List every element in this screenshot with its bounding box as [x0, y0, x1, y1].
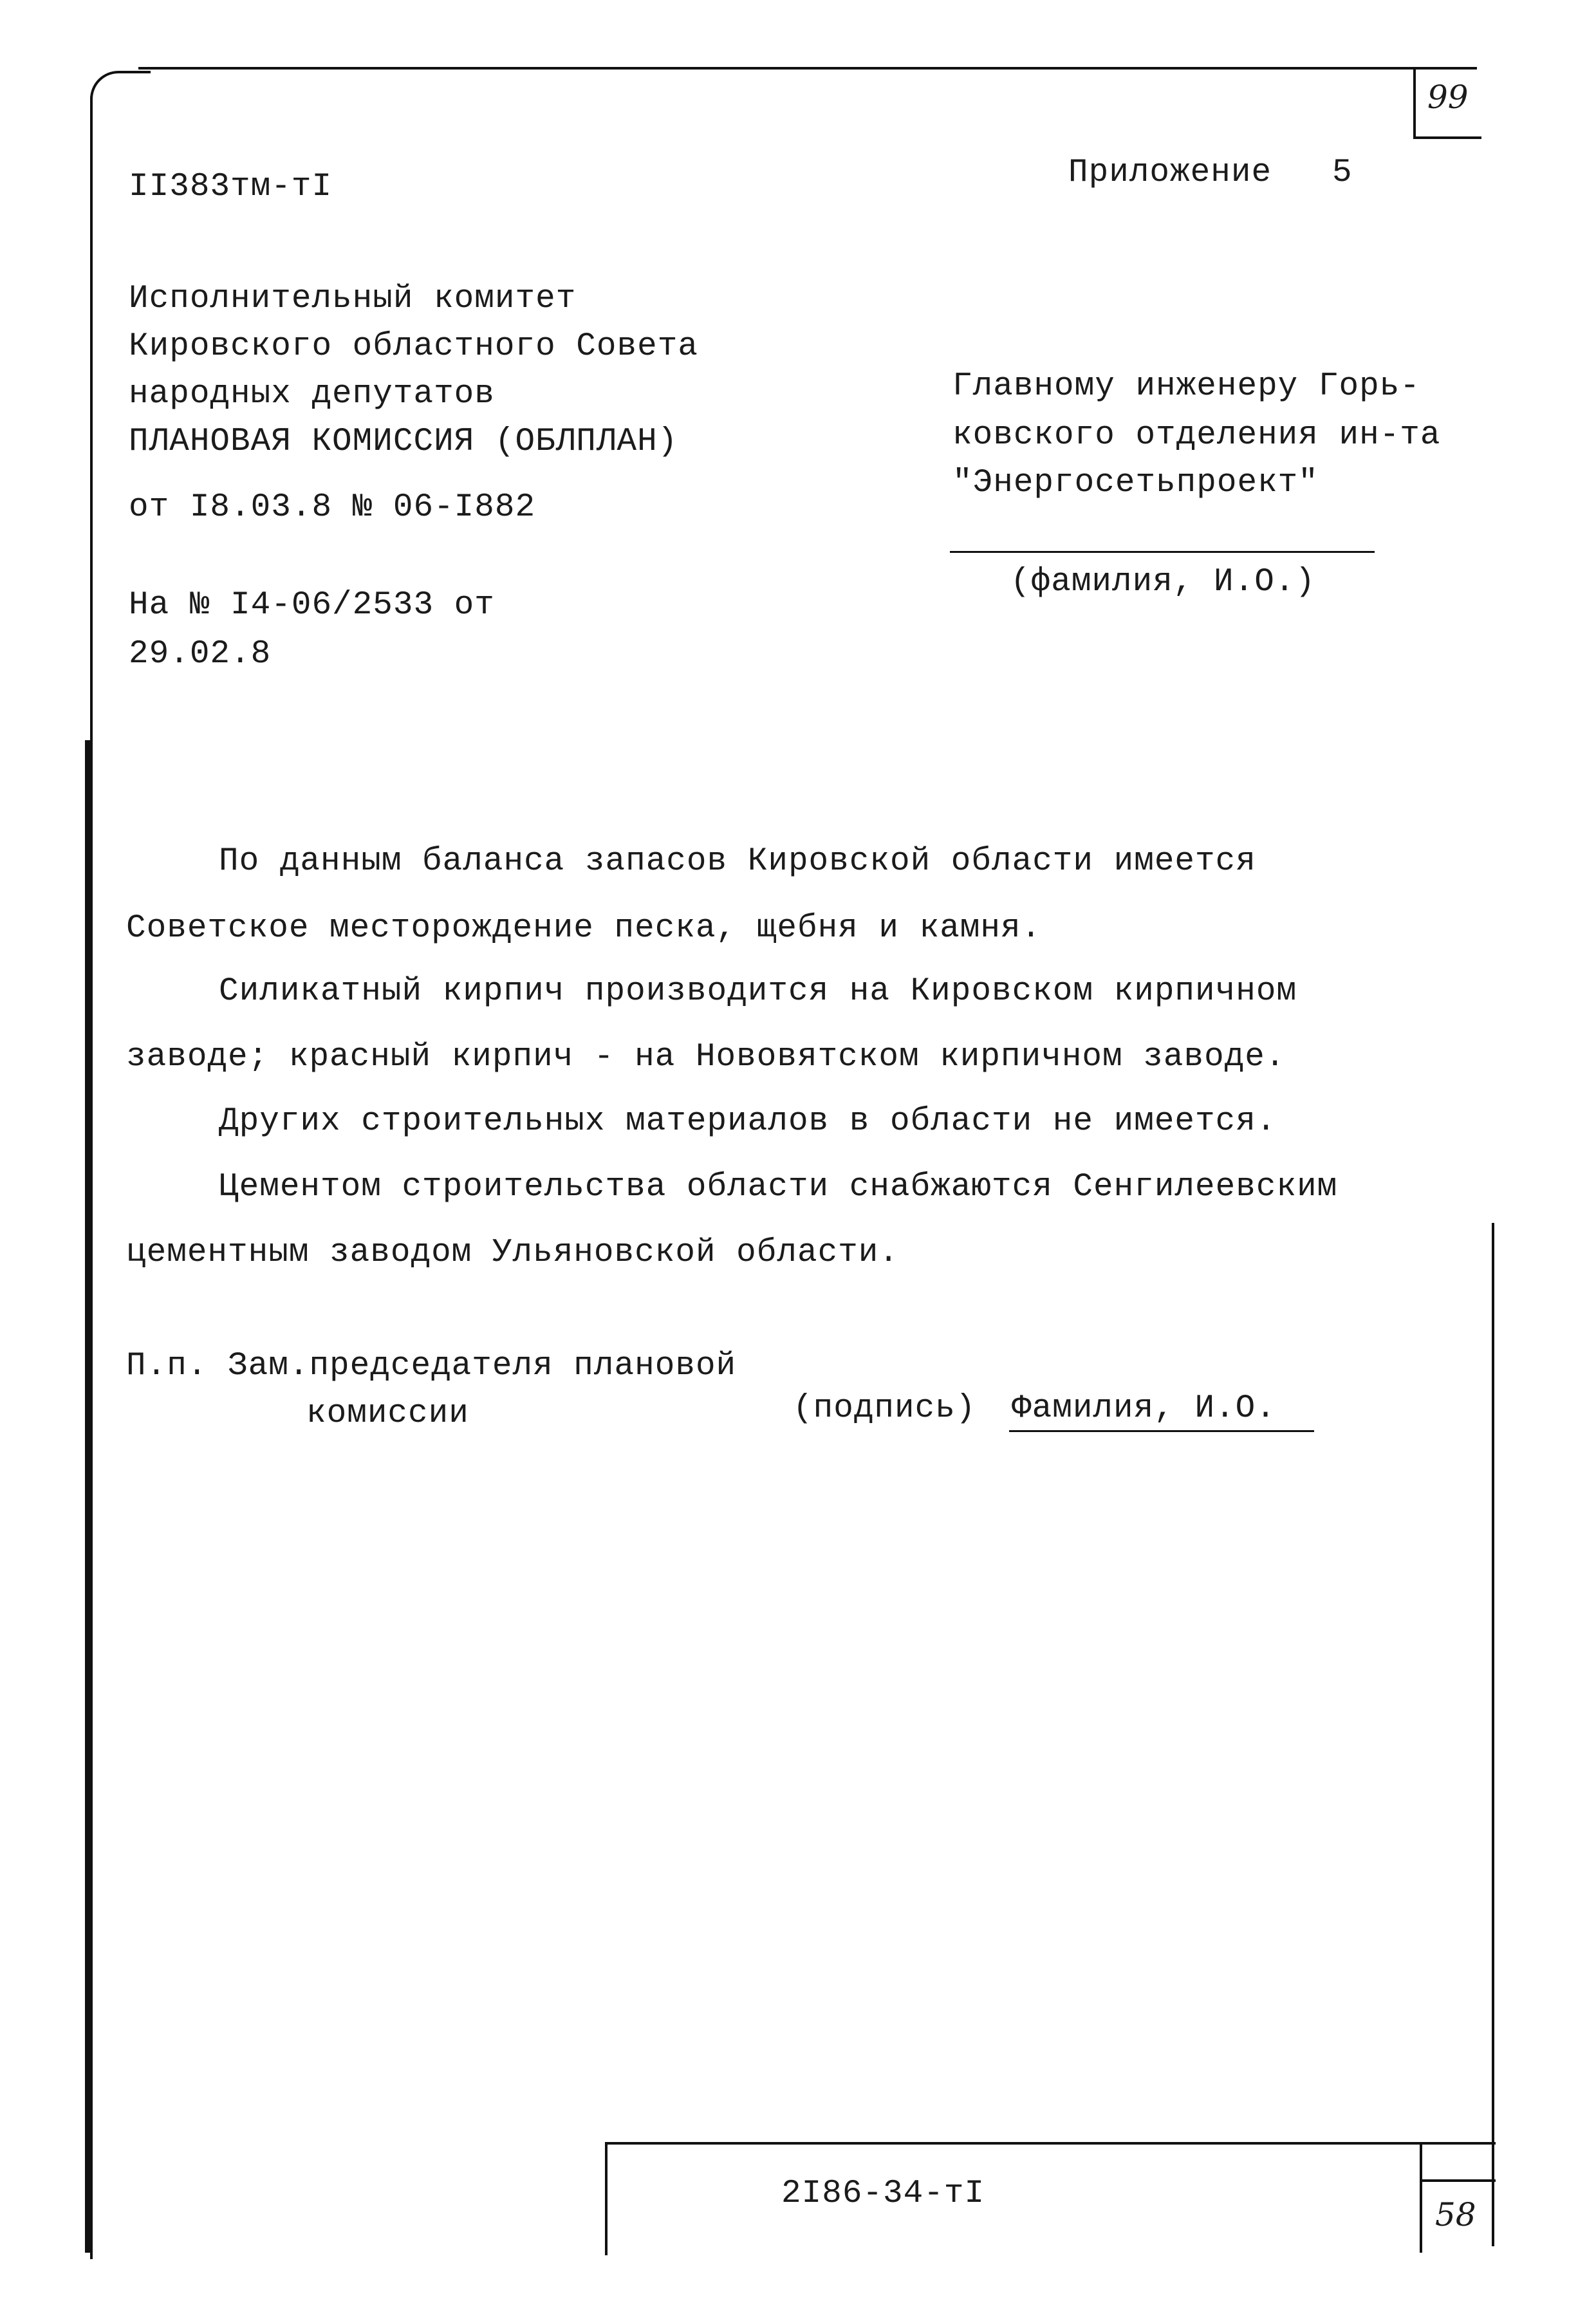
body-paragraph1-line1: По данным баланса запасов Кировской области имеется	[219, 843, 1256, 880]
recipient-name-underline	[950, 551, 1375, 553]
sender-org-line1: Исполнительный комитет	[129, 281, 577, 317]
reference-line1: На № I4-06/2533 от	[129, 587, 495, 624]
sheet-cell	[1420, 2145, 1496, 2253]
document-code: 2I86-34-тI	[781, 2175, 985, 2212]
recipient-line2: ковского отделения ин-та	[952, 417, 1441, 454]
body-paragraph4-line1: Цементом строительства области снабжаются Сенгилеевским	[219, 1169, 1338, 1206]
body-paragraph4-line2: цементным заводом Ульяновской области.	[126, 1234, 899, 1271]
letter-date-number: от I8.03.8 № 06-I882	[129, 489, 536, 526]
recipient-line3: "Энергосетьпроект"	[952, 465, 1319, 501]
frame-left-line-bold	[85, 740, 91, 2253]
sender-org-line2: Кировского областного Совета	[129, 328, 698, 365]
body-paragraph3-line1: Других строительных материалов в области не имеется.	[219, 1103, 1277, 1140]
document-id: II383тм-тI	[129, 169, 333, 205]
frame-top-corner	[90, 71, 151, 99]
signature-placeholder: (подпись)	[793, 1390, 976, 1427]
body-paragraph2-line2: заводе; красный кирпич - на Нововятском кирпичном заводе.	[126, 1039, 1286, 1076]
body-paragraph2-line1: Силикатный кирпич производится на Кировском кирпичном	[219, 973, 1297, 1010]
frame-right-line	[1492, 1223, 1494, 2246]
bottom-sheet-number: 58	[1435, 2196, 1476, 2233]
appendix-number: 5	[1332, 154, 1353, 191]
signature-position-line1: П.п. Зам.председателя плановой	[126, 1348, 737, 1384]
frame-top-line	[138, 67, 1477, 70]
signatory-name-underline	[1009, 1430, 1314, 1432]
sender-org-line4: ПЛАНОВАЯ КОМИССИЯ (ОБЛПЛАН)	[129, 424, 678, 460]
recipient-line1: Главному инженеру Горь-	[952, 368, 1420, 405]
sheet-number: 99	[1427, 79, 1469, 116]
sheet-number-box	[1413, 67, 1481, 139]
sender-org-line3: народных депутатов	[129, 376, 495, 413]
signatory-name: Фамилия, И.О.	[1012, 1390, 1276, 1427]
recipient-name-caption: (фамилия, И.О.)	[1010, 564, 1316, 601]
title-block	[605, 2142, 1496, 2255]
reference-line2: 29.02.8	[129, 636, 272, 673]
signature-position-line2: комиссии	[306, 1395, 469, 1432]
sheet-cell-divider	[1422, 2179, 1496, 2182]
body-paragraph1-line2: Советское месторождение песка, щебня и камня.	[126, 910, 1042, 947]
appendix-label: Приложение	[1068, 154, 1272, 191]
